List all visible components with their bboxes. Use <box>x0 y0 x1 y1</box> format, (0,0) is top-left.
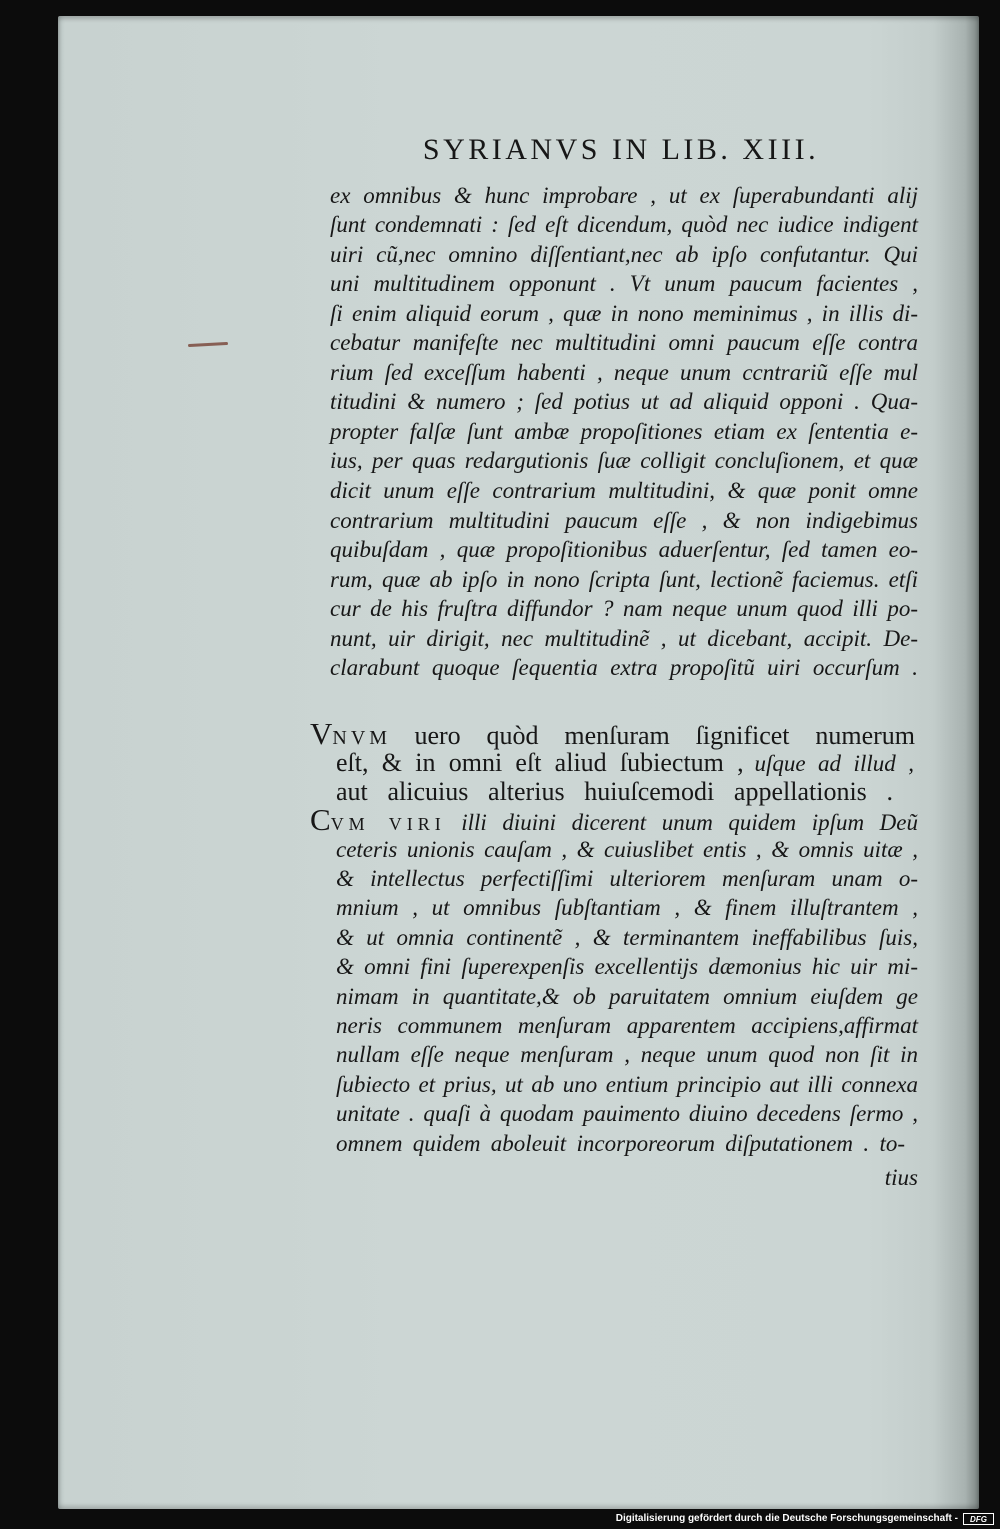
lemma-line <box>336 777 893 806</box>
lemma-line <box>336 748 914 777</box>
commentary-line: uiri cũ,nec omnino diſſentiant,nec ab ipſo confutantur. Qui <box>330 241 918 267</box>
lemma-head <box>310 715 392 751</box>
commentary-line: clarabunt quoque ſequentia extra propoſitũ uiri occurſum . <box>330 655 918 681</box>
commentary-line: & ut omnia continentẽ , & terminantem ineffabilibus ſuis, <box>336 924 918 950</box>
lemma-line <box>310 715 916 751</box>
commentary-line: contrarium multitudini paucum eſſe , & non indigebimus <box>330 507 918 533</box>
commentary-line: ius, per quas redargutionis ſuæ colligit concluſionem, et quæ <box>330 448 918 474</box>
lemma-text: aut alicuius alterius huiuſcemodi appellationis . <box>336 776 893 806</box>
commentary-line: rum, quæ ab ipſo in nono ſcripta ſunt, lectionẽ faciemus. etſi <box>330 566 918 592</box>
lemma-text-italic: uſque ad illud , <box>754 750 914 776</box>
lemma-smallcaps: NVM <box>332 726 392 749</box>
commentary-line: uni multitudinem opponunt . Vt unum paucum facientes , <box>330 271 918 297</box>
commentary-line: nullam eſſe neque menſuram , neque unum quod non ſit in <box>336 1042 918 1068</box>
commentary-line: cur de his fruſtra diffundor ? nam neque unum quod illi po- <box>330 596 918 622</box>
commentary-line: nimam in quantitate,& ob paruitatem omnium eiuſdem ge <box>336 983 918 1009</box>
dfg-logo-icon: DFG <box>963 1513 994 1525</box>
lemma-text: eſt, & in omni eſt aliud ſubiectum , <box>336 747 744 777</box>
commentary-line: rium ſed exceſſum habenti , neque unum ccntrariũ eſſe mul <box>330 359 918 385</box>
commentary-line: ſunt condemnati : ſed eſt dicendum, quòd nec iudice indigent <box>330 212 918 238</box>
commentary-line: titudini & numero ; ſed potius ut ad aliquid opponi . Qua- <box>330 389 918 415</box>
commentary-line: dicit unum eſſe contrarium multitudini, & quæ ponit omne <box>330 477 918 503</box>
commentary-line: omnem quidem aboleuit incorporeorum diſputationem . to- <box>336 1130 905 1156</box>
lemma-text: uero quòd menſuram ſignificet numerum <box>414 720 916 750</box>
commentary-line: ceteris unionis cauſam , & cuiuslibet entis , & omnis uitæ , <box>336 836 918 862</box>
running-head: SYRIANVS IN LIB. XIII. <box>422 133 820 166</box>
commentary-line: mnium , ut omnibus ſubſtantiam , & finem illuſtrantem , <box>336 895 918 921</box>
commentary-head <box>310 802 446 838</box>
commentary <box>310 802 920 1158</box>
digitization-credit: Digitalisierung gefördert durch die Deutsche Forschungsgemeinschaft - <box>615 1513 958 1524</box>
commentary-line: ſi enim aliquid eorum , quæ in nono meminimus , in illis di- <box>330 300 918 326</box>
commentary-text: illi diuini dicerent unum quidem ipſum Deũ <box>461 810 918 836</box>
commentary-line: neris communem menſuram apparentem accipiens,affirmat <box>336 1013 918 1039</box>
lemma <box>310 715 920 806</box>
catchword: tius <box>884 1165 918 1190</box>
commentary-line: ex omnibus & hunc improbare , ut ex ſuperabundanti alij <box>330 182 918 208</box>
commentary-line: cebatur manifeſte nec multitudini omni paucum eſſe contra <box>330 330 918 356</box>
commentary-initial: C <box>310 802 331 838</box>
commentary-line: & intellectus perfectiſſimi ulteriorem menſuram unam o- <box>336 866 918 892</box>
commentary-line: ſubiecto et prius, ut ab uno entium principio aut illi connexa <box>336 1071 918 1097</box>
commentary-continued <box>330 181 918 683</box>
commentary-line: unitate . quaſi à quodam pauimento diuino decedens ſermo , <box>336 1101 918 1127</box>
commentary-smallcaps: VM VIRI <box>330 814 446 835</box>
commentary-line: nunt, uir dirigit, nec multitudinẽ , ut dicebant, accipit. De- <box>330 625 918 651</box>
commentary-line: quibuſdam , quæ propoſitionibus aduerſentur, ſed tamen eo- <box>330 537 918 563</box>
lemma-initial: V <box>310 715 333 751</box>
commentary-line <box>310 802 918 838</box>
commentary-line: propter falſæ ſunt ambæ propoſitiones etiam ex ſententia e- <box>330 418 918 444</box>
commentary-line: & omni fini ſuperexpenſis excellentijs dæmonius hic uir mi- <box>336 954 918 980</box>
